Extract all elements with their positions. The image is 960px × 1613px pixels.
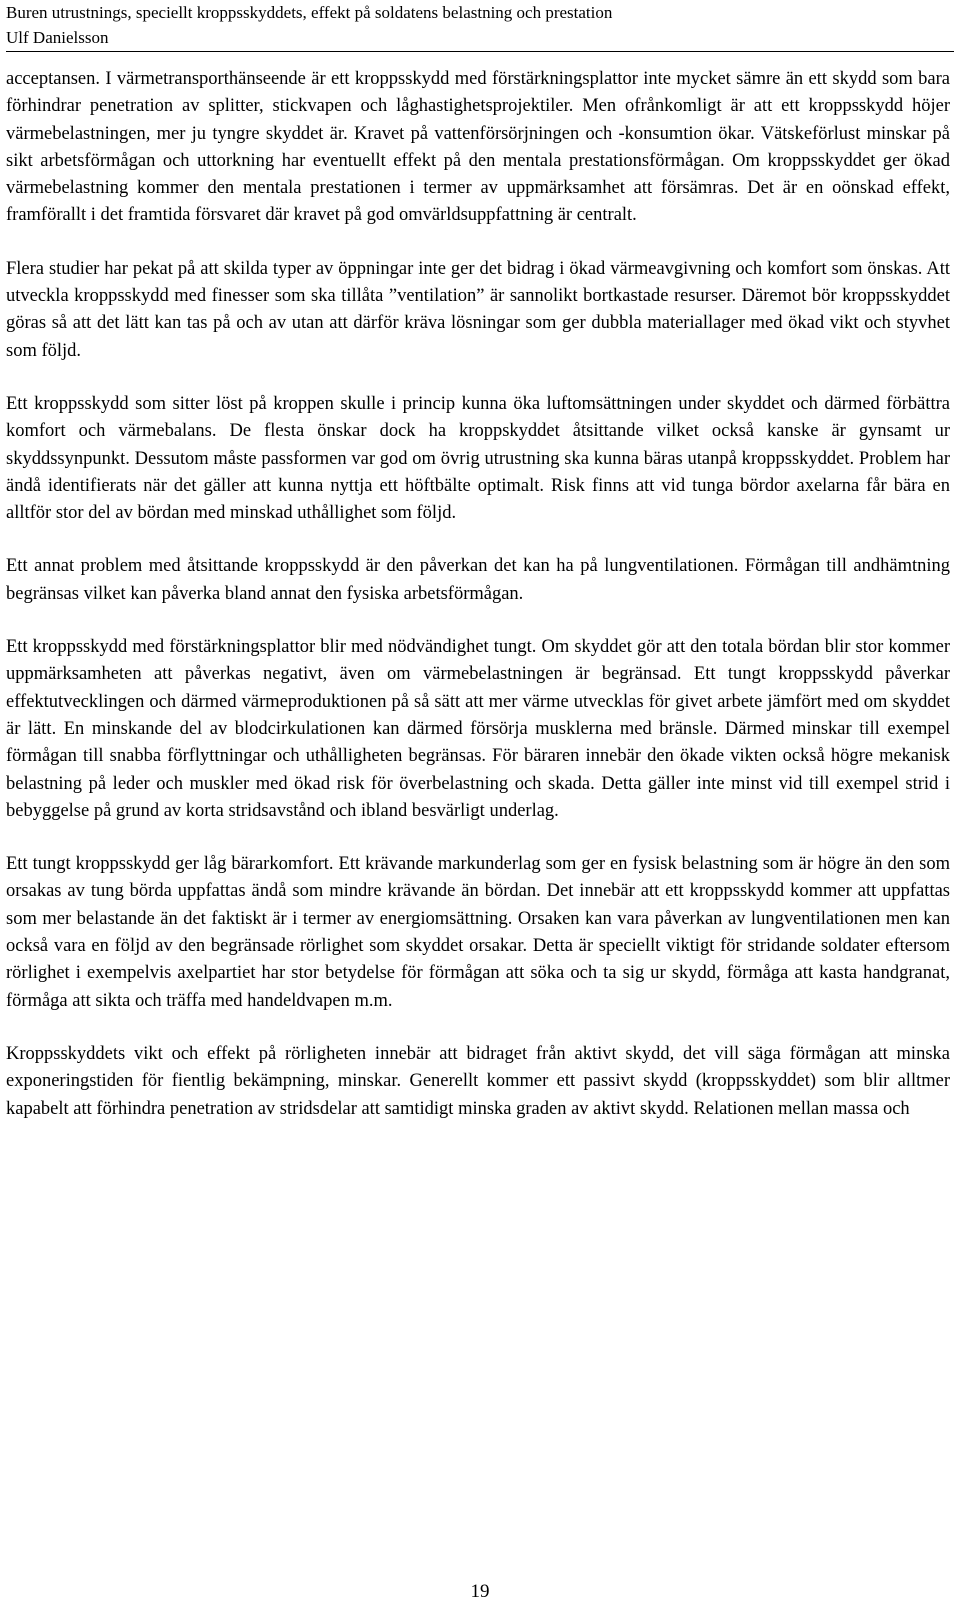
paragraph: Flera studier har pekat på att skilda typer av öppningar inte ger det bidrag i ökad värmeavgivning och komfort som önskas. Att utveckla kroppsskydd med finesser som ska tillåta ”ventilation” är sannolikt bortkastade resurser. Däremot bör kroppsskyddet göras så att det lätt kan tas på och av utan att därför kräva lösningar som ger dubbla materiallager med ökad vikt och styvhet som följd. bbox=[6, 258, 950, 361]
paragraph: Ett annat problem med åtsittande kroppsskydd är den påverkan det kan ha på lungventilationen. Förmågan till andhämtning begränsas vilket kan påverka bland annat den fysiska arbetsförmågan. bbox=[6, 556, 950, 604]
document-title: Buren utrustnings, speciellt kroppsskyddets, effekt på soldatens belastning och prestation bbox=[6, 3, 613, 22]
document-author: Ulf Danielsson bbox=[6, 28, 109, 47]
paragraph: Ett kroppsskydd med förstärkningsplattor blir med nödvändighet tungt. Om skyddet gör att den totala bördan blir stor kommer uppmärksamheten att påverkas negativt, även om värmebelastningen är begränsad. Ett tungt kroppsskydd påverkar effektutvecklingen och därmed värmeproduktionen på så sätt att mer värme utvecklas för givet arbete jämfört med om skyddet är lätt. En minskande del av blodcirkulationen kan därmed försörja musklerna med bränsle. Därmed minskar till exempel förmågan till snabba förflyttningar och uthålligheten begränsas. För bäraren innebär den ökade vikten också högre mekanisk belastning på leder och muskler med ökad risk för överbelastning och skada. Detta gäller inte minst vid till exempel strid i bebyggelse på grund av korta stridsavstånd och ibland besvärligt underlag. bbox=[6, 637, 950, 821]
page-header bbox=[6, 0, 954, 50]
paragraph: Ett kroppsskydd som sitter löst på kroppen skulle i princip kunna öka luftomsättningen under skyddet och därmed förbättra komfort och värmebalans. De flesta önskar dock ha kroppskyddet åtsittande vilket också kanske är gynsamt ur skyddssynpunkt. Dessutom måste passformen var god om övrig utrustning ska kunna bäras utanpå kroppsskyddet. Problem har ändå identifierats när det gäller att kunna nyttja ett höftbälte optimalt. Risk finns att vid tunga bördor axelarna får bära en alltför stor del av bördan med minskad uthållighet som följd. bbox=[6, 393, 950, 524]
page-number: 19 bbox=[470, 1581, 490, 1602]
header-divider bbox=[6, 51, 954, 52]
paragraph: Ett tungt kroppsskydd ger låg bärarkomfort. Ett krävande markunderlag som ger en fysisk belastning som är högre än den som orsakas av tung börda uppfattas ändå som mindre krävande än bördan. Det innebär att ett kroppsskydd kommer att uppfattas som mer belastande än det faktiskt är i termer av energiomsättning. Orsaken kan vara påverkan av lungventilationen men kan också vara en följd av den begränsade rörlighet som skyddet orsakar. Detta är speciellt viktigt för stridande soldater eftersom rörlighet i exempelvis axelpartiet har stor betydelse för förmågan att söka och ta sig ur skydd, förmåga att kasta handgranat, förmåga att sikta och träffa med handeldvapen m.m. bbox=[6, 854, 950, 1011]
paragraph: Kroppsskyddets vikt och effekt på rörligheten innebär att bidraget från aktivt skydd, det vill säga förmågan att minska exponeringstiden för fientlig bekämpning, minskar. Generellt kommer ett passivt skydd (kroppsskyddet) som blir alltmer kapabelt att förhindra penetration av stridsdelar att samtidigt minska graden av aktivt skydd. Relationen mellan massa och bbox=[6, 1043, 950, 1119]
body-text bbox=[6, 66, 950, 1123]
paragraph: acceptansen. I värmetransporthänseende är ett kroppsskydd med förstärkningsplattor inte mycket sämre än ett skydd som bara förhindrar penetration av splitter, stickvapen och låghastighetsprojektiler. Men ofrånkomligt är att ett kroppsskydd höjer värmebelastningen, mer ju tyngre skyddet är. Kravet på vattenförsörjningen och -konsumtion ökar. Vätskeförlust minskar på sikt arbetsförmågan och uttorkning har eventuellt effekt på den mentala prestationsförmågan. Om kroppsskyddet ger ökad värmebelastning kommer den mentala prestationen i termer av uppmärksamhet att försämras. Det är en oönskad effekt, framförallt i det framtida försvaret där kravet på god omvärldsuppfattning är centralt. bbox=[6, 69, 950, 226]
